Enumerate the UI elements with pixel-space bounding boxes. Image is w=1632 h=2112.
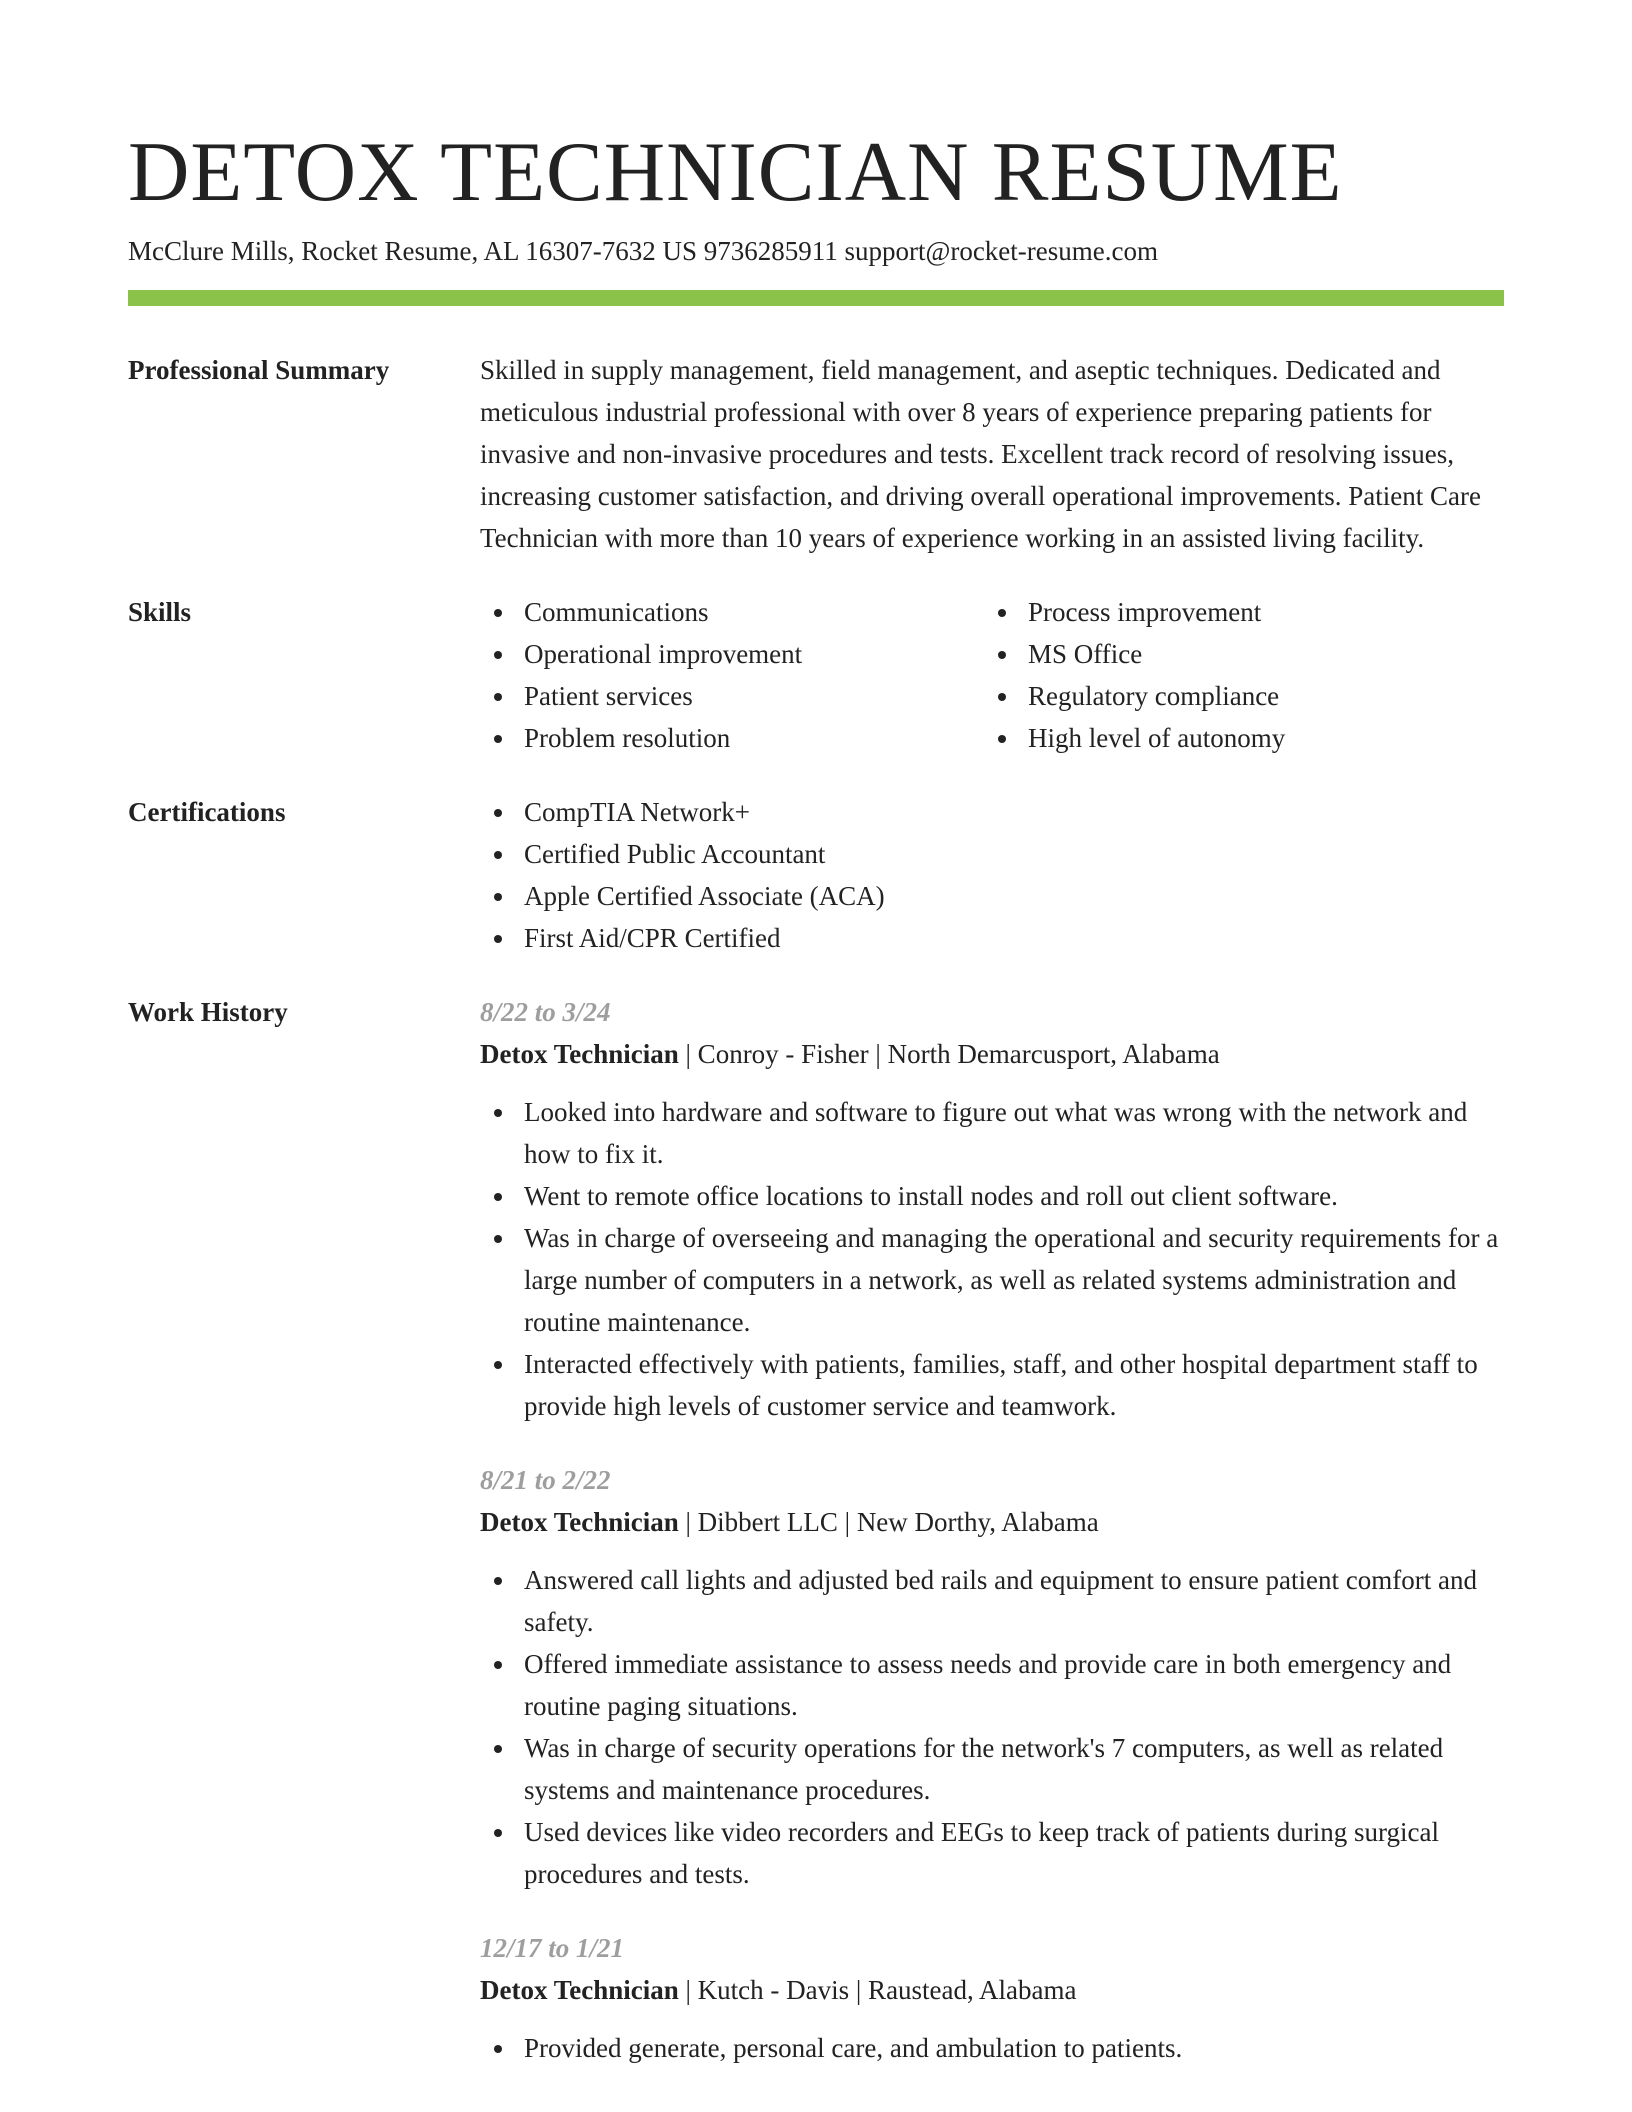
job-heading <box>480 1033 1504 1075</box>
job-dates: 12/17 to 1/21 <box>480 1933 625 1963</box>
contact-line: McClure Mills, Rocket Resume, AL 16307-7632 US 9736285911 support@rocket-resume.com <box>128 236 1158 266</box>
job-dates: 8/21 to 2/22 <box>480 1465 611 1495</box>
skill-item: Regulatory compliance <box>984 675 1488 717</box>
job-details: | Dibbert LLC | New Dorthy, Alabama <box>678 1507 1099 1537</box>
job-duties-list <box>480 2027 1504 2069</box>
certification-item: First Aid/CPR Certified <box>480 917 1504 959</box>
job-duties-list <box>480 1559 1504 1895</box>
job-heading <box>480 1501 1504 1543</box>
skill-item: Problem resolution <box>480 717 984 759</box>
skills-list-left <box>480 591 984 759</box>
job-duty: Looked into hardware and software to figure out what was wrong with the network and how to fix it. <box>480 1091 1504 1175</box>
skill-item: Communications <box>480 591 984 633</box>
job-duty: Answered call lights and adjusted bed rails and equipment to ensure patient comfort and safety. <box>480 1559 1504 1643</box>
skills-list-right <box>984 591 1488 759</box>
section-label-work-history: Work History <box>128 997 288 1027</box>
job-duty: Offered immediate assistance to assess needs and provide care in both emergency and routine paging situations. <box>480 1643 1504 1727</box>
skill-item: Operational improvement <box>480 633 984 675</box>
job-title: Detox Technician <box>480 1039 679 1069</box>
skill-item: Process improvement <box>984 591 1488 633</box>
job-duty: Was in charge of overseeing and managing the operational and security requirements for a large number of computers in a network, as well as related systems administration and routine maintenance. <box>480 1217 1504 1343</box>
job-duty: Provided generate, personal care, and ambulation to patients. <box>480 2027 1504 2069</box>
job-title: Detox Technician <box>480 1975 679 2005</box>
section-label-summary: Professional Summary <box>128 355 390 385</box>
skills-section <box>128 591 1504 759</box>
job-duty: Went to remote office locations to install nodes and roll out client software. <box>480 1175 1504 1217</box>
work-history-section <box>128 991 1504 2069</box>
job-duty: Interacted effectively with patients, families, staff, and other hospital department staff to provide high levels of customer service and teamwork. <box>480 1343 1504 1427</box>
skill-item: MS Office <box>984 633 1488 675</box>
job-duties-list <box>480 1091 1504 1427</box>
job-entry <box>480 991 1504 1427</box>
section-label-certifications: Certifications <box>128 797 286 827</box>
job-title: Detox Technician <box>480 1507 679 1537</box>
job-heading <box>480 1969 1504 2011</box>
job-details: | Conroy - Fisher | North Demarcusport, Alabama <box>678 1039 1220 1069</box>
resume-title: DETOX TECHNICIAN RESUME <box>128 125 1343 219</box>
certifications-section <box>128 791 1504 959</box>
skill-item: Patient services <box>480 675 984 717</box>
job-entry <box>480 1927 1504 2069</box>
summary-text: Skilled in supply management, field management, and aseptic techniques. Dedicated and meticulous industrial professional with over 8 years of experience preparing patients for invasive and non-invasive procedures and tests. Excellent track record of resolving issues, increasing customer satisfaction, and driving overall operational improvements. Patient Care Technician with more than 10 years of experience working in an assisted living facility. <box>480 355 1481 553</box>
certifications-list <box>480 791 1504 959</box>
section-label-skills: Skills <box>128 597 192 627</box>
job-duty: Used devices like video recorders and EEGs to keep track of patients during surgical procedures and tests. <box>480 1811 1504 1895</box>
professional-summary-section <box>128 349 1504 559</box>
certification-item: Apple Certified Associate (ACA) <box>480 875 1504 917</box>
job-entry <box>480 1459 1504 1895</box>
job-dates: 8/22 to 3/24 <box>480 997 611 1027</box>
certification-item: CompTIA Network+ <box>480 791 1504 833</box>
certification-item: Certified Public Accountant <box>480 833 1504 875</box>
skill-item: High level of autonomy <box>984 717 1488 759</box>
job-details: | Kutch - Davis | Raustead, Alabama <box>678 1975 1077 2005</box>
resume-page <box>128 122 1504 2069</box>
accent-divider <box>128 290 1504 306</box>
job-duty: Was in charge of security operations for the network's 7 computers, as well as related systems and maintenance procedures. <box>480 1727 1504 1811</box>
